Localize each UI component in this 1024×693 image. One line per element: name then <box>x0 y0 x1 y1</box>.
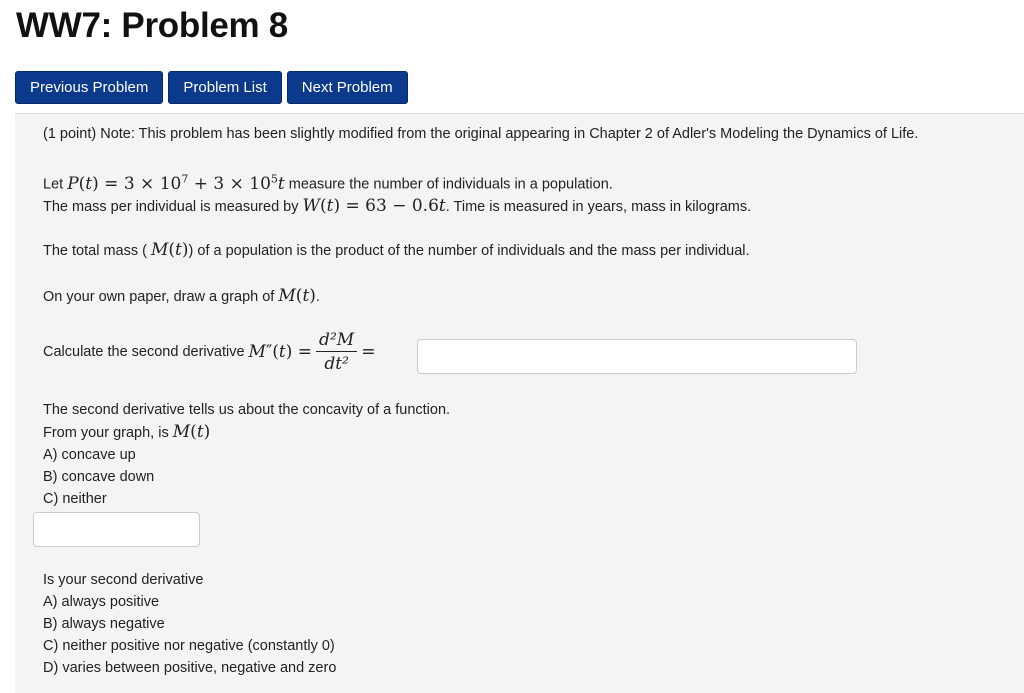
total-mass-intro: The total mass ( <box>43 243 147 259</box>
population-outro: measure the number of individuals in a population. <box>288 176 613 193</box>
draw-instruction <box>43 286 320 306</box>
problem-panel <box>15 113 1024 693</box>
population-formula: $P(t) = 3 \times 10^7 + 3 \times 10^5t$ <box>67 172 285 194</box>
page-title: WW7: Problem 8 <box>16 6 288 45</box>
draw-outro: . <box>315 289 320 305</box>
fraction-numerator: d²M <box>316 330 357 352</box>
draw-intro: On your own paper, draw a graph of <box>43 289 275 305</box>
total-mass-statement <box>43 240 750 260</box>
concavity-question <box>43 422 210 442</box>
problem-list-button[interactable]: Problem List <box>168 71 281 104</box>
population-statement <box>43 172 613 194</box>
sign-option-c: C) neither positive nor negative (constantly 0) <box>43 638 335 654</box>
concavity-option-a: A) concave up <box>43 447 136 463</box>
second-derivative-intro: Calculate the second derivative <box>43 344 245 360</box>
concavity-intro: From your graph, is <box>43 425 169 441</box>
second-derivative-question <box>43 330 375 374</box>
mass-formula: W(t) = 63 − 0.6t <box>302 196 446 216</box>
mass-intro: The mass per individual is measured by <box>43 199 299 215</box>
sign-question: Is your second derivative <box>43 572 204 588</box>
concavity-option-b: B) concave down <box>43 469 155 485</box>
equals-sign: = <box>361 342 376 362</box>
second-derivative-symbol: M″(t) = <box>248 342 313 362</box>
sign-option-d: D) varies between positive, negative and zero <box>43 660 337 676</box>
population-intro: Let <box>43 176 64 193</box>
next-problem-button[interactable]: Next Problem <box>287 71 408 104</box>
total-mass-symbol: M(t) <box>150 240 189 260</box>
total-mass-outro: ) of a population is the product of the number of individuals and the mass per individual. <box>188 243 750 259</box>
draw-symbol: M(t) <box>278 286 316 306</box>
mass-statement <box>43 196 751 216</box>
concavity-answer-input[interactable] <box>33 512 200 547</box>
concavity-option-c: C) neither <box>43 491 107 507</box>
fraction-denominator: dt² <box>324 354 349 374</box>
concavity-symbol: M(t) <box>172 422 211 442</box>
sign-option-b: B) always negative <box>43 616 165 632</box>
problem-navigation <box>15 71 408 104</box>
previous-problem-button[interactable]: Previous Problem <box>15 71 163 104</box>
sign-option-a: A) always positive <box>43 594 160 610</box>
problem-note: (1 point) Note: This problem has been slightly modified from the original appearing in Chapter 2 of Adler's Modeling the Dynamics of Life. <box>43 126 919 142</box>
second-derivative-answer-input[interactable] <box>417 339 857 374</box>
concavity-description: The second derivative tells us about the concavity of a function. <box>43 402 451 418</box>
mass-outro: . Time is measured in years, mass in kilograms. <box>445 199 752 215</box>
second-derivative-fraction <box>316 330 357 374</box>
